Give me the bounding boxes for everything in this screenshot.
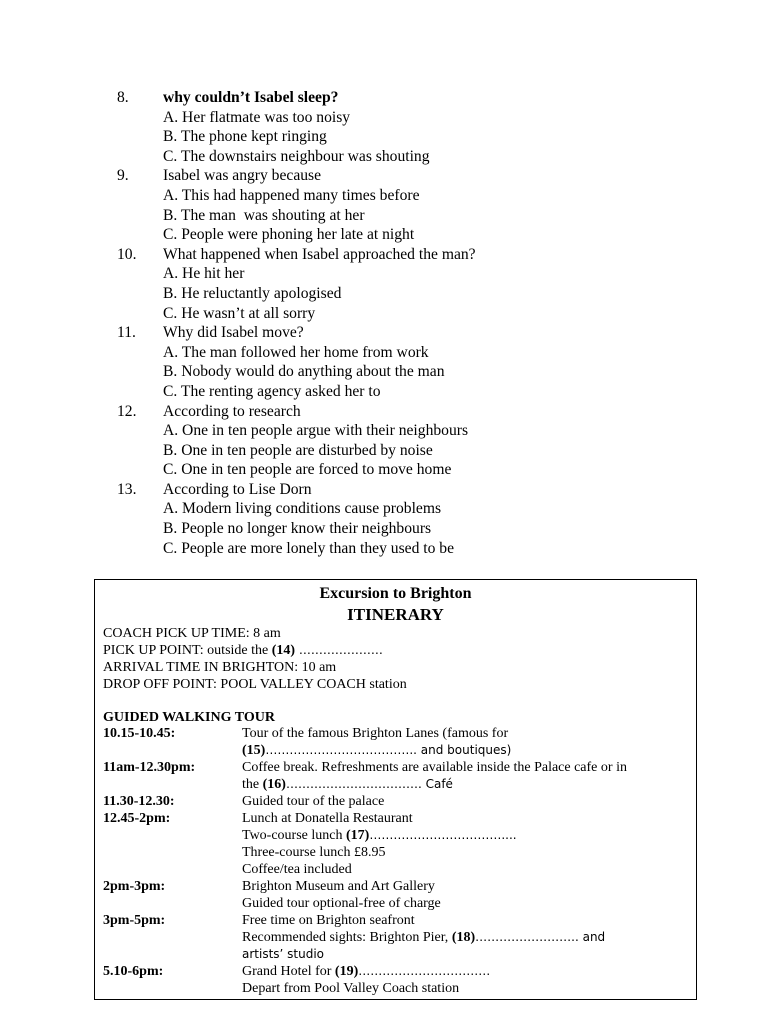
answer-gap-17: …………………………….... — [369, 828, 517, 842]
option-b: B. Nobody would do anything about the man — [163, 363, 445, 381]
schedule-time: 3pm-5pm: — [103, 913, 166, 928]
gap-tail: and — [578, 930, 606, 944]
schedule-desc — [242, 777, 453, 793]
gap-prefix: Two-course lunch — [242, 828, 346, 843]
question-text: According to Lise Dorn — [163, 480, 312, 498]
question-number: 11. — [117, 324, 136, 342]
itinerary-subtitle: ITINERARY — [347, 605, 444, 624]
schedule-time: 11.30-12.30: — [103, 794, 175, 809]
question-8 — [0, 88, 768, 166]
gap-prefix: Grand Hotel for — [242, 964, 335, 979]
option-c: C. He wasn’t at all sorry — [163, 304, 316, 322]
schedule-desc: Tour of the famous Brighton Lanes (famous for — [242, 726, 509, 741]
gap-number-14: (14) — [271, 643, 296, 658]
gap-tail: Café — [421, 777, 453, 791]
questions-list — [0, 88, 768, 558]
option-c: C. People are more lonely than they used to be — [163, 539, 455, 557]
option-b: B. The phone kept ringing — [163, 128, 327, 146]
option-a: A. He hit her — [163, 265, 245, 283]
answer-gap-16: ……………………………. — [285, 777, 422, 791]
schedule-desc: Free time on Brighton seafront — [242, 913, 415, 928]
option-a: A. Her flatmate was too noisy — [163, 108, 351, 126]
gap-prefix: Recommended sights: Brighton Pier, — [242, 930, 452, 945]
answer-gap-18: …………………….. — [475, 930, 579, 944]
option-a: A. The man followed her home from work — [163, 343, 429, 361]
question-text: Isabel was angry because — [163, 167, 322, 185]
gap-prefix: the — [242, 777, 263, 792]
pickup-time: COACH PICK UP TIME: 8 am — [103, 626, 281, 641]
pickup-point-label: PICK UP POINT: outside the — [103, 643, 272, 658]
option-c: C. The renting agency asked her to — [163, 382, 381, 400]
schedule-desc — [242, 743, 511, 759]
answer-gap-19: …………………………… — [358, 964, 491, 978]
option-b: B. People no longer know their neighbours — [163, 520, 432, 538]
option-b: B. One in ten people are disturbed by noise — [163, 441, 433, 459]
schedule-desc: Guided tour of the palace — [242, 794, 385, 809]
schedule-desc: Lunch at Donatella Restaurant — [242, 811, 413, 826]
question-number: 13. — [117, 480, 137, 498]
schedule-time: 5.10-6pm: — [103, 964, 164, 979]
question-text: Why did Isabel move? — [163, 324, 304, 342]
section-heading: GUIDED WALKING TOUR — [103, 710, 275, 725]
gap-tail: and boutiques) — [416, 743, 512, 757]
schedule-desc: artists’ studio — [242, 947, 325, 961]
answer-gap-14: ………………… — [295, 643, 383, 657]
question-text: According to research — [163, 402, 301, 420]
schedule-time: 2pm-3pm: — [103, 879, 166, 894]
gap-number-16: (16) — [262, 777, 286, 792]
schedule-desc: Coffee/tea included — [242, 862, 352, 877]
schedule-desc — [242, 964, 490, 980]
schedule-desc: Coffee break. Refreshments are available inside the Palace cafe or in — [242, 760, 627, 775]
answer-gap-15: ……………………………….. — [265, 743, 417, 757]
itinerary-title: Excursion to Brighton — [319, 585, 472, 602]
schedule-time: 11am-12.30pm: — [103, 760, 196, 775]
question-10 — [0, 245, 768, 323]
gap-number-17: (17) — [346, 828, 370, 843]
schedule-time: 10.15-10.45: — [103, 726, 176, 741]
schedule-desc: Depart from Pool Valley Coach station — [242, 981, 460, 996]
schedule-desc — [242, 930, 605, 946]
question-13 — [0, 480, 768, 558]
question-9 — [0, 166, 768, 244]
question-number: 10. — [117, 245, 137, 263]
schedule-desc: Brighton Museum and Art Gallery — [242, 879, 435, 894]
question-number: 12. — [117, 402, 137, 420]
option-a: A. One in ten people argue with their neighbours — [163, 422, 469, 440]
question-text: What happened when Isabel approached the man? — [163, 245, 476, 263]
schedule-desc: Guided tour optional-free of charge — [242, 896, 441, 911]
option-a: A. Modern living conditions cause problems — [163, 500, 442, 518]
option-a: A. This had happened many times before — [163, 186, 420, 204]
question-number: 9. — [117, 167, 129, 185]
option-c: C. The downstairs neighbour was shouting — [163, 147, 430, 165]
schedule-desc: Three-course lunch £8.95 — [242, 845, 386, 860]
option-c: C. One in ten people are forced to move home — [163, 461, 452, 479]
schedule-time: 12.45-2pm: — [103, 811, 171, 826]
option-b: B. He reluctantly apologised — [163, 284, 342, 302]
dropoff-point: DROP OFF POINT: POOL VALLEY COACH station — [103, 677, 407, 692]
gap-number-18: (18) — [451, 930, 476, 945]
question-12 — [0, 402, 768, 480]
arrival-time: ARRIVAL TIME IN BRIGHTON: 10 am — [103, 660, 337, 675]
gap-number-19: (19) — [334, 964, 359, 979]
gap-number-15: (15) — [242, 743, 266, 758]
schedule-desc — [242, 828, 517, 844]
pickup-point — [103, 642, 383, 659]
question-text: why couldn’t Isabel sleep? — [163, 89, 339, 106]
question-number: 8. — [117, 89, 129, 106]
itinerary-box — [94, 579, 697, 1000]
option-c: C. People were phoning her late at night — [163, 226, 415, 244]
option-b: B. The man was shouting at her — [163, 206, 365, 224]
question-11 — [0, 323, 768, 401]
